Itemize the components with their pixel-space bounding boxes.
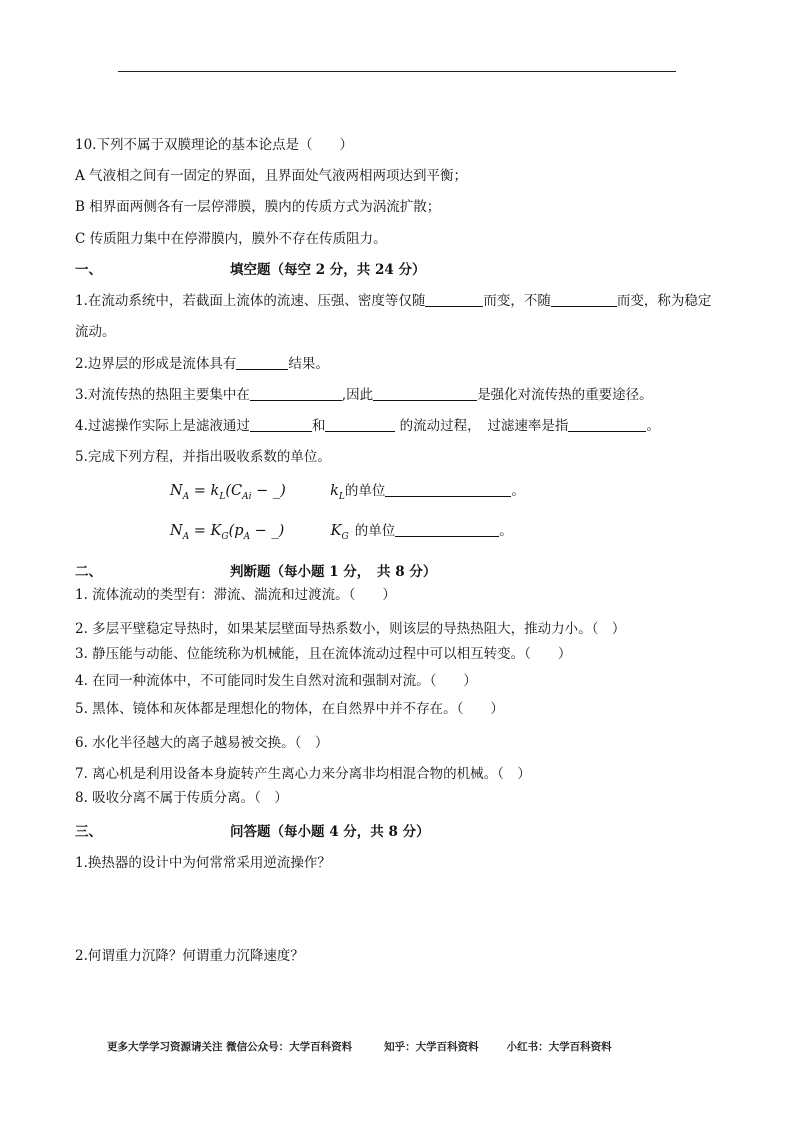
fill-q5-stem: 5.完成下列方程，并指出吸收系数的单位。 (75, 449, 331, 465)
fill-q3-blank-1[interactable] (250, 386, 342, 401)
q10-option-b: B 相界面两侧各有一层停滞膜，膜内的传质方式为涡流扩散； (75, 199, 441, 215)
fill-q2 (75, 355, 329, 373)
qa-item-1: 1.换热器的设计中为何常常采用逆流操作？ (75, 855, 331, 871)
fill-q4-text-a: 4.过滤操作实际上是滤液通过 (75, 418, 250, 434)
equation-liquid-film: $N_A = k_L(C_{Ai}$ − _) (170, 483, 286, 502)
fill-q2-text-b: 结果。 (288, 356, 329, 372)
footer-wechat: 更多大学学习资源请关注 微信公众号：大学百科资料 (107, 1041, 353, 1053)
kg-symbol: $K_G$ (330, 523, 349, 542)
fill-q4 (75, 417, 660, 435)
header-rule (118, 71, 676, 72)
eq2-period: 。 (499, 523, 513, 539)
fill-q3-text-c: 是强化对流传热的重要途径。 (477, 387, 653, 403)
fill-q1-blank-1[interactable] (425, 292, 483, 307)
fill-q4-blank-3[interactable] (568, 417, 646, 432)
judge-item-6: 6. 水化半径越大的离子越易被交换。（ ） (75, 735, 329, 751)
section1-title: 填空题（每空 2 分，共 24 分） (230, 262, 426, 278)
fill-q4-blank-2[interactable] (325, 417, 395, 432)
fill-q4-text-c: 的流动过程， 过滤速率是指 (395, 418, 569, 434)
judge-item-3: 3. 静压能与动能、位能统称为机械能，且在流体流动过程中可以相互转变。（ ） (75, 646, 572, 662)
section3-title: 问答题（每小题 4 分，共 8 分） (230, 824, 430, 840)
fill-q3 (75, 386, 653, 404)
eq1-period: 。 (511, 483, 525, 499)
eq2-unit-label: 的单位 (354, 523, 396, 539)
footer-xiaohongshu: 小红书：大学百科资料 (506, 1041, 612, 1053)
judge-item-4: 4. 在同一种流体中，不可能同时发生自然对流和强制对流。（ ） (75, 673, 477, 689)
judge-item-1: 1. 流体流动的类型有：滞流、湍流和过渡流。（ ） (75, 587, 396, 603)
section1-number: 一、 (75, 262, 102, 278)
fill-q2-text-a: 2.边界层的形成是流体具有 (75, 356, 237, 372)
fill-q1-blank-2[interactable] (551, 292, 617, 307)
section3-number: 三、 (75, 824, 102, 840)
fill-q3-text-a: 3.对流传热的热阻主要集中在 (75, 387, 250, 403)
equation-row-2 (170, 522, 513, 546)
fill-q1-line1 (75, 292, 711, 310)
fill-q4-text-d: 。 (646, 418, 660, 434)
fill-q2-blank[interactable] (236, 355, 288, 370)
footer-zhihu: 知乎：大学百科资料 (384, 1041, 479, 1053)
section2-number: 二、 (75, 564, 102, 580)
fill-q4-text-b: 和 (311, 418, 326, 434)
qa-item-2: 2.何谓重力沉降？何谓重力沉降速度？ (75, 948, 304, 964)
eq2-unit-blank[interactable] (395, 522, 499, 537)
kl-symbol: $k_L$ (330, 483, 345, 502)
fill-q4-blank-1[interactable] (250, 417, 312, 432)
fill-q1-text-b: 而变，不随 (483, 293, 551, 309)
fill-q1-text-c: 而变，称为稳定 (616, 293, 712, 309)
equation-row-1 (170, 482, 525, 506)
fill-q3-text-b: ,因此 (341, 387, 374, 403)
judge-item-2: 2. 多层平壁稳定导热时，如果某层壁面导热系数小，则该层的导热热阻大，推动力小。（ ） (75, 621, 626, 637)
q10-option-c: C 传质阻力集中在停滞膜内，膜外不存在传质阻力。 (75, 231, 387, 247)
fill-q3-blank-2[interactable] (373, 386, 477, 401)
judge-item-5: 5. 黑体、镜体和灰体都是理想化的物体，在自然界中并不存在。（ ） (75, 701, 504, 717)
judge-item-8: 8. 吸收分离不属于传质分离。（ ） (75, 790, 288, 806)
eq1-unit-label: 的单位 (344, 483, 386, 499)
q10-stem: 10.下列不属于双膜理论的基本论点是（ ） (75, 137, 353, 153)
section2-title: 判断题（每小题 1 分， 共 8 分） (230, 564, 437, 580)
q10-option-a: A 气液相之间有一固定的界面，且界面处气液两相两项达到平衡； (75, 168, 468, 184)
judge-item-7: 7. 离心机是利用设备本身旋转产生离心力来分离非均相混合物的机械。（ ） (75, 766, 531, 782)
fill-q1-line2: 流动。 (75, 324, 116, 340)
eq1-unit-blank[interactable] (385, 482, 511, 497)
footer (107, 1040, 612, 1054)
equation-gas-film: $N_A = K_G(p_A$ − _) (170, 523, 285, 542)
fill-q1-text-a: 1.在流动系统中，若截面上流体的流速、压强、密度等仅随 (75, 293, 426, 309)
